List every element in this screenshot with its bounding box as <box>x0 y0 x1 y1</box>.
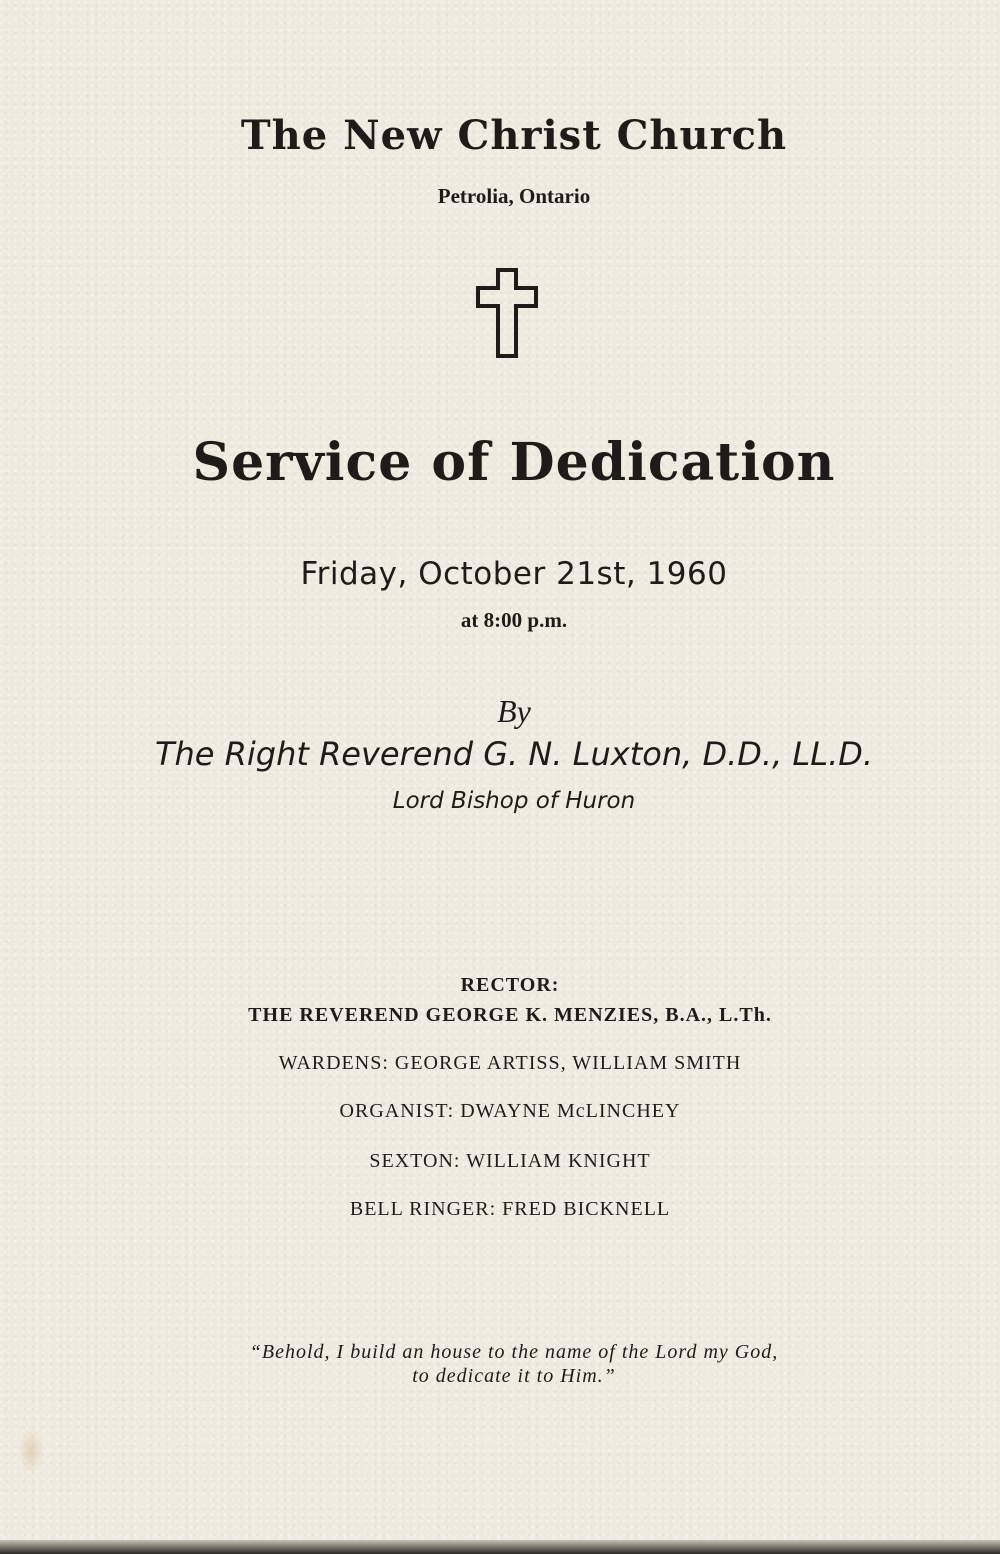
page-bottom-edge <box>0 1540 1000 1554</box>
scripture-quote <box>0 1340 1000 1388</box>
organist-line: ORGANIST: DWAYNE McLINCHEY <box>339 1100 681 1122</box>
rector-label: RECTOR: <box>460 974 560 996</box>
service-date: Friday, October 21st, 1960 <box>300 556 728 592</box>
paper-stain <box>18 1428 44 1474</box>
service-title: Service of Dedication <box>192 432 836 493</box>
quote-line-2: to dedicate it to Him.” <box>412 1365 616 1387</box>
rector-name: THE REVEREND GEORGE K. MENZIES, B.A., L.Th. <box>248 1004 772 1026</box>
church-location: Petrolia, Ontario <box>437 184 591 208</box>
officiant-name: The Right Reverend G. N. Luxton, D.D., LL.D. <box>154 735 874 773</box>
latin-cross-icon <box>476 268 538 358</box>
officiant-title: Lord Bishop of Huron <box>392 788 636 814</box>
church-name: The New Christ Church <box>240 112 788 159</box>
service-time: at 8:00 p.m. <box>460 608 568 632</box>
sexton-line: SEXTON: WILLIAM KNIGHT <box>369 1150 651 1172</box>
bell-ringer-line: BELL RINGER: FRED BICKNELL <box>349 1198 671 1220</box>
wardens-line: WARDENS: GEORGE ARTISS, WILLIAM SMITH <box>278 1052 742 1074</box>
quote-line-1: “Behold, I build an house to the name of the Lord my God, <box>249 1341 779 1363</box>
officiant-by: By <box>497 693 531 729</box>
